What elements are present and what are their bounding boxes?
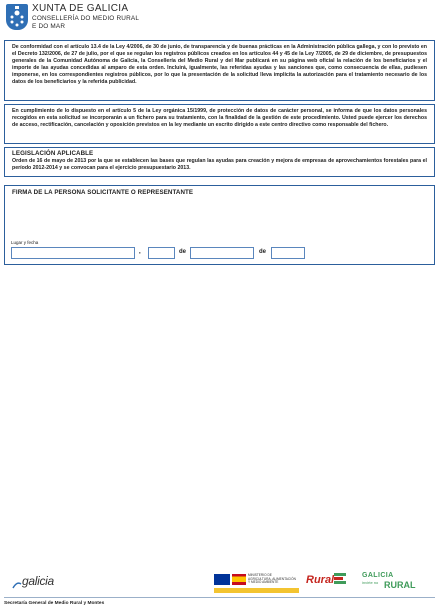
data-protection-notice-text: En cumplimiento de lo dispuesto en el artículo 5 de la Ley orgánica 15/1999, de protección de datos de carácter personal, se informa de que los datos personales recogidos en esta solicitud se incorporarán a un fichero para su tratamiento, con la finalidad de la gestión de este procedimiento. Usted puede ejercer los derechos de acceso, rectificación, cancelación y oposición previstos en la ley mediante un escrito dirigido a este centro directivo como responsable del fichero. bbox=[12, 108, 427, 128]
transparency-notice-text: De conformidad con el artículo 13.4 de la Ley 4/2006, de 30 de junio, de transparencia y de buenas prácticas en la Administración pública gallega, y con lo previsto en el Decreto 132/2006, de 27 de julio, por el que se regulan los registros públicos creados en los artículos 44 y 45 de la Ley 7/2005, de 29 de diciembre, de presupuestos generales de la Comunidad Autónoma de Galicia, la Consellería del Medio Rural y del Mar publicará en su página web oficial la relación de los beneficiarios y el importe de las ayudas concedidas al amparo de esta orden. Incluirá, igualmente, las referidas ayudas y las sanciones que, como consecuencia de ellas, pudiesen imponerse, en los correspondientes registros públicos, por lo que la presentación de la solicitud lleva implícita la autorización para el tratamiento necesario de los datos de los beneficiarios y la referida publicidad. bbox=[12, 44, 427, 85]
header-subtitle-line2: E DO MAR bbox=[32, 22, 66, 30]
de-separator-2: de bbox=[259, 249, 267, 255]
header-subtitle-line1: CONSELLERÍA DO MEDIO RURAL bbox=[32, 15, 140, 22]
eu-fund-banner bbox=[214, 588, 299, 593]
galicia-logo: galicia bbox=[22, 574, 54, 588]
footer-divider bbox=[4, 597, 435, 598]
eu-flag-icon bbox=[214, 574, 230, 585]
header-subtitle bbox=[32, 15, 139, 30]
month-field[interactable] bbox=[190, 247, 254, 259]
galicia-rural-logo-line2: invirte no bbox=[362, 580, 379, 585]
comma-separator: , bbox=[139, 249, 141, 255]
place-date-label: Lugar y fecha bbox=[11, 240, 39, 245]
legislation-text: Orden de 16 de mayo de 2013 por la que se establecen las bases que regulan las ayudas para creación y mejora de empresas de aprovechamientos forestales para el período 2012-2014 y se convocan para el ejercicio presupuestario 2013. bbox=[12, 158, 427, 171]
galicia-rural-logo-line3: RURAL bbox=[384, 580, 416, 590]
footer-text: Secretaría General de Medio Rural y Montes bbox=[4, 601, 105, 606]
header-title: XUNTA DE GALICIA bbox=[32, 3, 129, 14]
place-field[interactable] bbox=[11, 247, 135, 259]
signature-heading: FIRMA DE LA PERSONA SOLICITANTE O REPRESENTANTE bbox=[12, 189, 194, 196]
galicia-rural-logo-line1: GALICIA bbox=[362, 572, 394, 579]
year-field[interactable] bbox=[271, 247, 305, 259]
legislation-section bbox=[4, 147, 435, 177]
day-field[interactable] bbox=[148, 247, 175, 259]
rural-es-icon bbox=[333, 571, 347, 585]
transparency-notice bbox=[4, 40, 435, 101]
spain-flag-icon bbox=[232, 574, 246, 585]
de-separator-1: de bbox=[179, 249, 187, 255]
rural-logo: Rural bbox=[306, 574, 335, 586]
data-protection-notice bbox=[4, 104, 435, 144]
xunta-shield-icon bbox=[6, 4, 28, 30]
ministerio-text: MINISTERIO DE AGRICULTURA, ALIMENTACIÓN Y MEDIO AMBIENTE bbox=[248, 573, 296, 585]
legislation-heading: LEGISLACIÓN APLICABLE bbox=[12, 150, 94, 157]
galicia-logo-icon bbox=[12, 577, 22, 586]
ministerio-logo bbox=[248, 574, 296, 585]
